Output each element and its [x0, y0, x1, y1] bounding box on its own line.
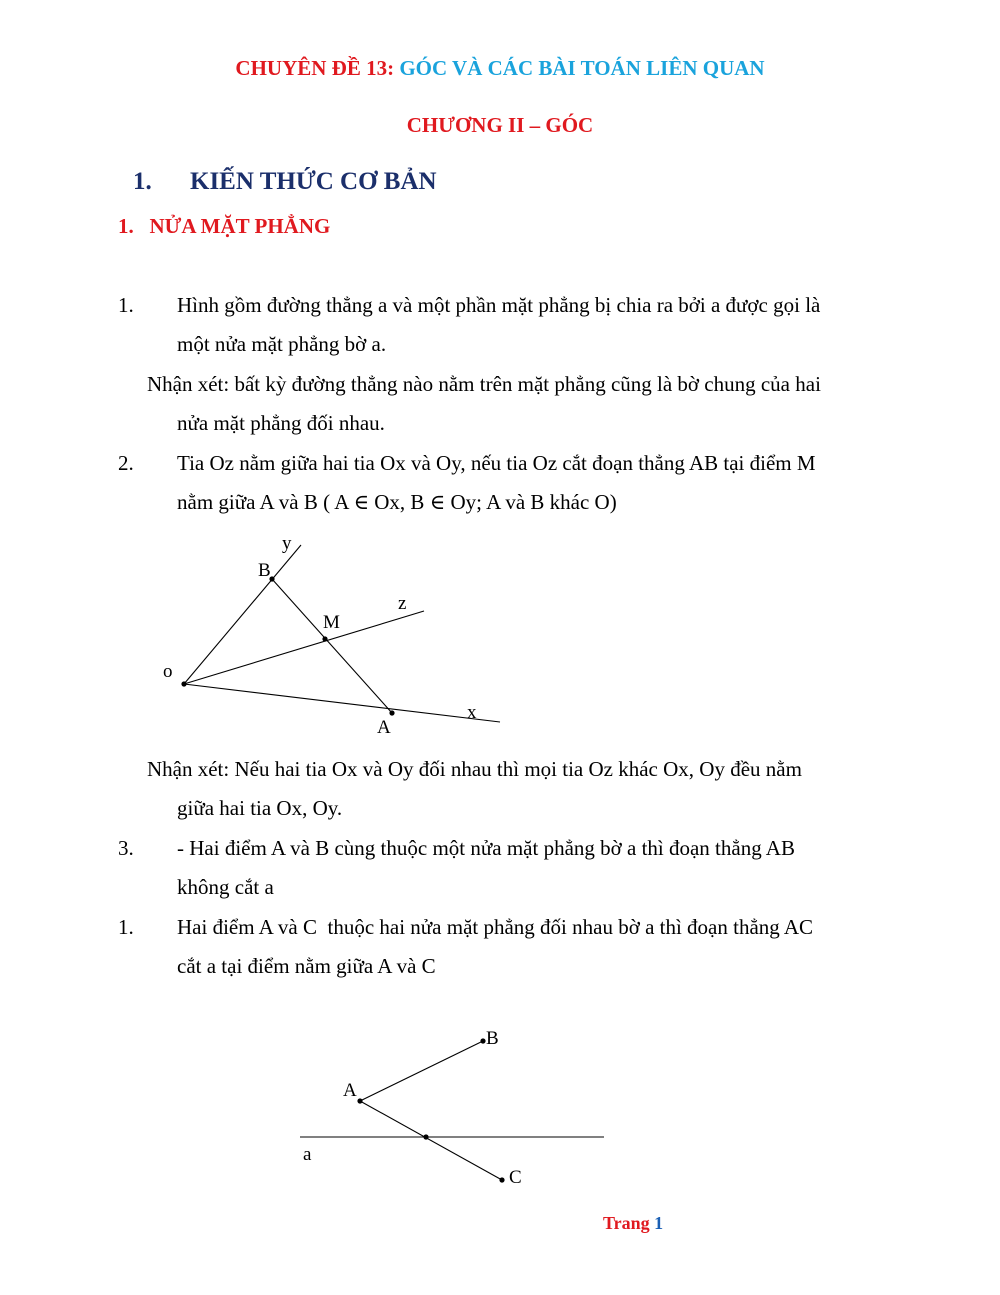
subsection-heading: 1. NỬA MẶT PHẲNG: [118, 214, 331, 238]
note-text: giữa hai tia Ox, Oy.: [177, 796, 343, 820]
label-b: B: [258, 560, 271, 581]
page-footer: [603, 1213, 663, 1234]
point-a: [389, 710, 394, 715]
item-text: - Hai điểm A và B cùng thuộc một nửa mặt phẳng bờ a thì đoạn thẳng AB: [177, 836, 795, 860]
title-main: GÓC VÀ CÁC BÀI TOÁN LIÊN QUAN: [399, 56, 765, 80]
title-prefix: CHUYÊN ĐỀ 13:: [235, 56, 395, 80]
point-b: [480, 1038, 485, 1043]
note-text: Nhận xét: Nếu hai tia Ox và Oy đối nhau thì mọi tia Oz khác Ox, Oy đều nằm: [147, 757, 802, 781]
segment-ab: [272, 579, 392, 713]
item-text: nằm giữa A và B ( A ∈ Ox, B ∈ Oy; A và B khác O): [177, 490, 617, 514]
item-number: 1.: [118, 293, 134, 317]
ray-oy: [184, 545, 301, 684]
point-o: [181, 681, 186, 686]
label-y: y: [282, 533, 292, 554]
segment-ac: [360, 1101, 502, 1180]
segment-ab: [360, 1041, 483, 1101]
item-text: không cắt a: [177, 875, 274, 899]
footer-label: Trang: [603, 1213, 650, 1233]
point-c: [499, 1177, 504, 1182]
point-a: [357, 1098, 362, 1103]
label-a: A: [343, 1080, 357, 1101]
item-number: 3.: [118, 836, 134, 860]
label-z: z: [398, 593, 407, 614]
figure-angle-rays: [150, 528, 530, 743]
item-number: 1.: [118, 915, 134, 939]
label-b: B: [486, 1028, 499, 1049]
section-title: KIẾN THỨC CƠ BẢN: [190, 168, 437, 195]
note-text: Nhận xét: bất kỳ đường thẳng nào nằm trên mặt phẳng cũng là bờ chung của hai: [147, 372, 821, 396]
page-number: 1: [654, 1213, 664, 1233]
note-text: nửa mặt phẳng đối nhau.: [177, 411, 385, 435]
section-number: 1.: [133, 168, 152, 195]
item-text: Hình gồm đường thẳng a và một phần mặt phẳng bị chia ra bởi a được gọi là: [177, 293, 821, 317]
point-intersection: [423, 1134, 428, 1139]
label-o: o: [163, 661, 173, 682]
item-text: Hai điểm A và C thuộc hai nửa mặt phẳng đối nhau bờ a thì đoạn thẳng AC: [177, 915, 814, 939]
point-m: [322, 636, 327, 641]
label-m: M: [323, 612, 340, 633]
ray-oz: [184, 611, 424, 684]
ray-ox: [184, 684, 500, 722]
label-line-a: a: [303, 1144, 312, 1165]
item-text: cắt a tại điểm nằm giữa A và C: [177, 954, 436, 978]
figure-half-planes: [290, 1020, 620, 1195]
document-title: [0, 56, 1000, 81]
label-a: A: [377, 717, 391, 738]
item-text: một nửa mặt phẳng bờ a.: [177, 332, 387, 356]
chapter-title: CHƯƠNG II – GÓC: [406, 113, 594, 137]
item-text: Tia Oz nằm giữa hai tia Ox và Oy, nếu tia Oz cắt đoạn thẳng AB tại điểm M: [177, 451, 816, 475]
item-number: 2.: [118, 451, 134, 475]
label-x: x: [467, 702, 477, 723]
label-c: C: [509, 1167, 522, 1188]
